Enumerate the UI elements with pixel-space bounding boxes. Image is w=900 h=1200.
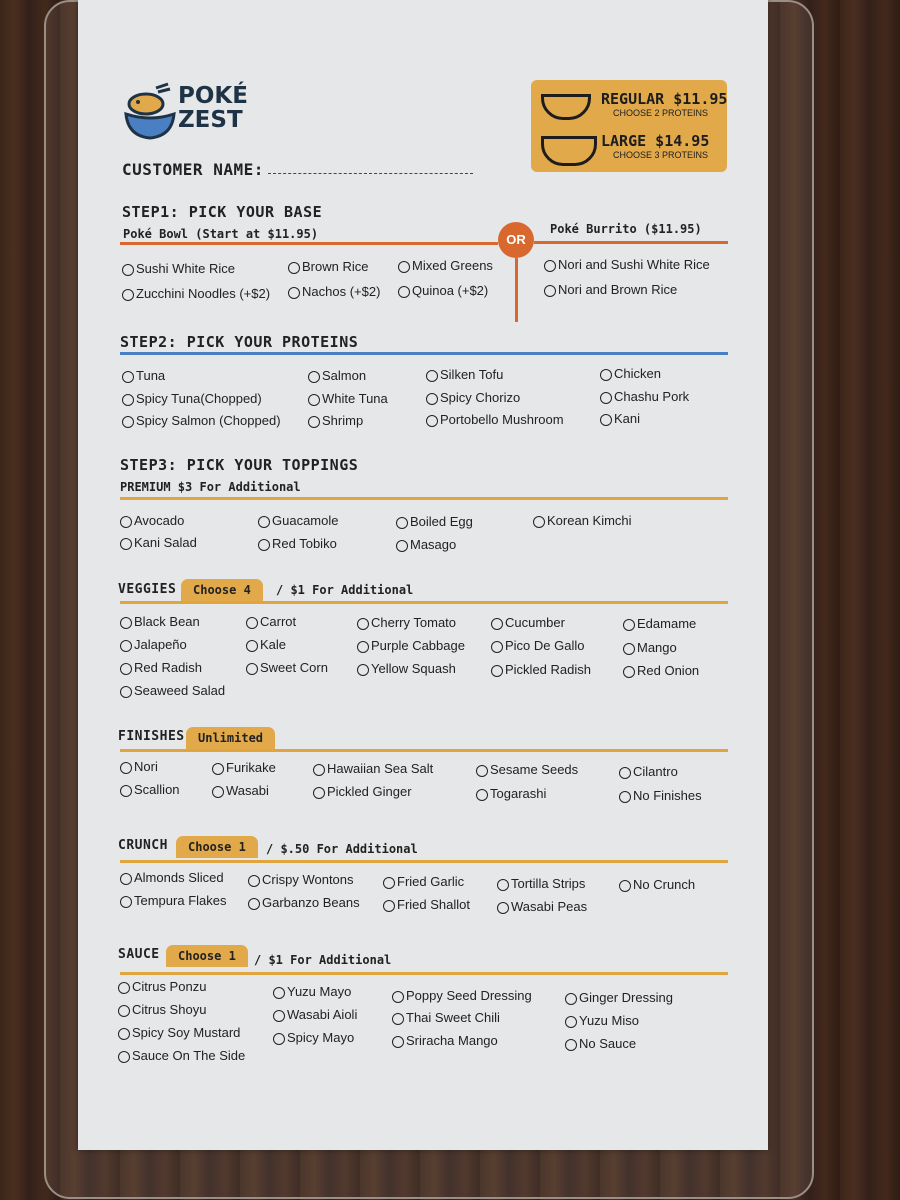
option-checkbox[interactable]: Mango (623, 640, 677, 655)
checkbox-circle-icon[interactable] (398, 261, 410, 273)
step1-divider-right (534, 241, 728, 244)
checkbox-circle-icon[interactable] (619, 880, 631, 892)
checkbox-circle-icon[interactable] (619, 767, 631, 779)
checkbox-circle-icon[interactable] (544, 260, 556, 272)
finishes-label: FINISHES (118, 729, 185, 744)
option-checkbox[interactable]: Wasabi Aioli (273, 1007, 357, 1022)
checkbox-circle-icon[interactable] (273, 987, 285, 999)
checkbox-circle-icon[interactable] (565, 1039, 577, 1051)
checkbox-circle-icon[interactable] (258, 516, 270, 528)
option-checkbox[interactable]: Red Tobiko (258, 536, 337, 551)
or-badge: OR (498, 222, 534, 258)
checkbox-circle-icon[interactable] (392, 1013, 404, 1025)
checkbox-circle-icon[interactable] (120, 896, 132, 908)
option-checkbox[interactable]: Spicy Salmon (Chopped) (122, 413, 281, 428)
checkbox-circle-icon[interactable] (313, 787, 325, 799)
checkbox-circle-icon[interactable] (118, 1028, 130, 1040)
option-checkbox[interactable]: Nachos (+$2) (288, 284, 380, 299)
checkbox-circle-icon[interactable] (426, 415, 438, 427)
option-checkbox[interactable]: Cucumber (491, 615, 565, 630)
brand-name-line1: POKÉ (178, 83, 248, 109)
option-checkbox[interactable]: Fried Shallot (383, 897, 470, 912)
option-checkbox[interactable]: Masago (396, 537, 456, 552)
checkbox-circle-icon[interactable] (619, 791, 631, 803)
checkbox-circle-icon[interactable] (497, 902, 509, 914)
premium-divider (120, 497, 728, 500)
sauce-choose-tag: Choose 1 (166, 945, 248, 967)
checkbox-circle-icon[interactable] (565, 993, 577, 1005)
checkbox-circle-icon[interactable] (120, 762, 132, 774)
checkbox-circle-icon[interactable] (308, 416, 320, 428)
sauce-extra: / $1 For Additional (254, 953, 392, 967)
bowl-large-icon (541, 136, 597, 166)
crunch-extra: / $.50 For Additional (266, 842, 418, 856)
checkbox-circle-icon[interactable] (497, 879, 509, 891)
or-divider (515, 258, 518, 322)
veggies-extra: / $1 For Additional (276, 583, 414, 597)
checkbox-circle-icon[interactable] (392, 1036, 404, 1048)
checkbox-circle-icon[interactable] (120, 617, 132, 629)
option-checkbox[interactable]: Thai Sweet Chili (392, 1010, 500, 1025)
checkbox-circle-icon[interactable] (120, 686, 132, 698)
burrito-label: Poké Burrito ($11.95) (550, 222, 702, 236)
option-checkbox[interactable]: Tuna (122, 368, 165, 383)
checkbox-circle-icon[interactable] (308, 394, 320, 406)
option-checkbox[interactable]: Yellow Squash (357, 661, 456, 676)
option-checkbox[interactable]: Tempura Flakes (120, 893, 226, 908)
option-checkbox[interactable]: No Sauce (565, 1036, 636, 1051)
checkbox-circle-icon[interactable] (122, 416, 134, 428)
option-checkbox[interactable]: Togarashi (476, 786, 546, 801)
checkbox-circle-icon[interactable] (120, 873, 132, 885)
option-checkbox[interactable]: No Crunch (619, 877, 695, 892)
option-checkbox[interactable]: Scallion (120, 782, 180, 797)
option-checkbox[interactable]: Nori and Sushi White Rice (544, 257, 710, 272)
option-checkbox[interactable]: Ginger Dressing (565, 990, 673, 1005)
checkbox-circle-icon[interactable] (258, 539, 270, 551)
checkbox-circle-icon[interactable] (476, 765, 488, 777)
option-checkbox[interactable]: Sauce On The Side (118, 1048, 245, 1063)
checkbox-circle-icon[interactable] (396, 540, 408, 552)
option-checkbox[interactable]: Pickled Ginger (313, 784, 412, 799)
option-checkbox[interactable]: Citrus Ponzu (118, 979, 206, 994)
option-checkbox[interactable]: Red Radish (120, 660, 202, 675)
option-checkbox[interactable]: Fried Garlic (383, 874, 464, 889)
sauce-divider (120, 972, 728, 975)
checkbox-circle-icon[interactable] (122, 264, 134, 276)
option-checkbox[interactable]: Salmon (308, 368, 366, 383)
checkbox-circle-icon[interactable] (120, 785, 132, 797)
checkbox-circle-icon[interactable] (623, 643, 635, 655)
option-checkbox[interactable]: Chashu Pork (600, 389, 689, 404)
checkbox-circle-icon[interactable] (357, 641, 369, 653)
poke-bowl-logo-icon (122, 82, 178, 142)
checkbox-circle-icon[interactable] (118, 1051, 130, 1063)
checkbox-circle-icon[interactable] (273, 1010, 285, 1022)
checkbox-circle-icon[interactable] (313, 764, 325, 776)
checkbox-circle-icon[interactable] (426, 370, 438, 382)
checkbox-circle-icon[interactable] (212, 786, 224, 798)
crunch-divider (120, 860, 728, 863)
option-checkbox[interactable]: Nori and Brown Rice (544, 282, 677, 297)
option-checkbox[interactable]: Almonds Sliced (120, 870, 224, 885)
option-checkbox[interactable]: Spicy Tuna(Chopped) (122, 391, 262, 406)
checkbox-circle-icon[interactable] (383, 900, 395, 912)
checkbox-circle-icon[interactable] (122, 289, 134, 301)
option-checkbox[interactable]: Sriracha Mango (392, 1033, 498, 1048)
option-checkbox[interactable]: Mixed Greens (398, 258, 493, 273)
option-checkbox[interactable]: Spicy Chorizo (426, 390, 520, 405)
checkbox-circle-icon[interactable] (565, 1016, 577, 1028)
checkbox-circle-icon[interactable] (623, 666, 635, 678)
checkbox-circle-icon[interactable] (600, 392, 612, 404)
bowl-label: Poké Bowl (Start at $11.95) (123, 227, 319, 241)
option-checkbox[interactable]: Guacamole (258, 513, 338, 528)
option-checkbox[interactable]: Nori (120, 759, 158, 774)
option-checkbox[interactable]: Edamame (623, 616, 696, 631)
checkbox-circle-icon[interactable] (122, 371, 134, 383)
checkbox-circle-icon[interactable] (246, 640, 258, 652)
checkbox-circle-icon[interactable] (273, 1033, 285, 1045)
option-checkbox[interactable]: Purple Cabbage (357, 638, 465, 653)
option-checkbox[interactable]: Korean Kimchi (533, 513, 632, 528)
veggies-choose-tag: Choose 4 (181, 579, 263, 601)
checkbox-circle-icon[interactable] (396, 517, 408, 529)
checkbox-circle-icon[interactable] (122, 394, 134, 406)
option-checkbox[interactable]: Poppy Seed Dressing (392, 988, 532, 1003)
checkbox-circle-icon[interactable] (544, 285, 556, 297)
checkbox-circle-icon[interactable] (476, 789, 488, 801)
checkbox-circle-icon[interactable] (383, 877, 395, 889)
checkbox-circle-icon[interactable] (118, 1005, 130, 1017)
option-checkbox[interactable]: Tortilla Strips (497, 876, 585, 891)
checkbox-circle-icon[interactable] (491, 618, 503, 630)
option-checkbox[interactable]: Spicy Mayo (273, 1030, 354, 1045)
option-checkbox[interactable]: Cilantro (619, 764, 678, 779)
bowl-regular-icon (541, 94, 591, 120)
option-checkbox[interactable]: Brown Rice (288, 259, 368, 274)
option-checkbox[interactable]: Jalapeño (120, 637, 187, 652)
option-checkbox[interactable]: No Finishes (619, 788, 702, 803)
checkbox-circle-icon[interactable] (398, 286, 410, 298)
checkbox-circle-icon[interactable] (357, 618, 369, 630)
crunch-label: CRUNCH (118, 838, 168, 853)
option-checkbox[interactable]: Wasabi Peas (497, 899, 587, 914)
checkbox-circle-icon[interactable] (491, 665, 503, 677)
option-checkbox[interactable]: Yuzu Miso (565, 1013, 639, 1028)
option-checkbox[interactable]: Kani Salad (120, 535, 197, 550)
checkbox-circle-icon[interactable] (308, 371, 320, 383)
brand-name-line2: ZEST (178, 107, 243, 133)
finishes-unlimited-tag: Unlimited (186, 727, 275, 749)
option-checkbox[interactable]: Crispy Wontons (248, 872, 354, 887)
option-checkbox[interactable]: Kani (600, 411, 640, 426)
option-checkbox[interactable]: Black Bean (120, 614, 200, 629)
veggies-label: VEGGIES (118, 582, 177, 597)
option-checkbox[interactable]: Cherry Tomato (357, 615, 456, 630)
option-checkbox[interactable]: Shrimp (308, 413, 363, 428)
crunch-choose-tag: Choose 1 (176, 836, 258, 858)
step1-title: STEP1: PICK YOUR BASE (122, 203, 323, 221)
checkbox-circle-icon[interactable] (600, 414, 612, 426)
checkbox-circle-icon[interactable] (288, 287, 300, 299)
customer-name-label: CUSTOMER NAME: (122, 160, 264, 179)
brand-logo (122, 82, 262, 152)
step3-title: STEP3: PICK YOUR TOPPINGS (120, 456, 359, 474)
checkbox-circle-icon[interactable] (246, 617, 258, 629)
option-checkbox[interactable]: Sushi White Rice (122, 261, 235, 276)
option-checkbox[interactable]: Quinoa (+$2) (398, 283, 488, 298)
option-checkbox[interactable]: Kale (246, 637, 286, 652)
option-checkbox[interactable]: Furikake (212, 760, 276, 775)
premium-label: PREMIUM $3 For Additional (120, 480, 301, 494)
finishes-divider (120, 749, 728, 752)
veggies-divider (120, 601, 728, 604)
option-checkbox[interactable]: Silken Tofu (426, 367, 503, 382)
checkbox-circle-icon[interactable] (212, 763, 224, 775)
step2-divider (120, 352, 728, 355)
checkbox-circle-icon[interactable] (600, 369, 612, 381)
option-checkbox[interactable]: Boiled Egg (396, 514, 473, 529)
option-checkbox[interactable]: Pico De Gallo (491, 638, 584, 653)
option-checkbox[interactable]: Garbanzo Beans (248, 895, 360, 910)
option-checkbox[interactable]: Citrus Shoyu (118, 1002, 206, 1017)
checkbox-circle-icon[interactable] (623, 619, 635, 631)
option-checkbox[interactable]: Wasabi (212, 783, 269, 798)
checkbox-circle-icon[interactable] (120, 516, 132, 528)
sauce-label: SAUCE (118, 947, 160, 962)
checkbox-circle-icon[interactable] (357, 664, 369, 676)
step1-divider-left (120, 242, 498, 245)
checkbox-circle-icon[interactable] (288, 262, 300, 274)
checkbox-circle-icon[interactable] (248, 875, 260, 887)
option-checkbox[interactable]: Spicy Soy Mustard (118, 1025, 240, 1040)
menu-card (78, 0, 768, 1150)
option-checkbox[interactable]: Red Onion (623, 663, 699, 678)
checkbox-circle-icon[interactable] (426, 393, 438, 405)
checkbox-circle-icon[interactable] (120, 538, 132, 550)
option-checkbox[interactable]: Yuzu Mayo (273, 984, 351, 999)
checkbox-circle-icon[interactable] (118, 982, 130, 994)
option-checkbox[interactable]: Sesame Seeds (476, 762, 578, 777)
option-checkbox[interactable]: White Tuna (308, 391, 388, 406)
option-checkbox[interactable]: Sweet Corn (246, 660, 328, 675)
customer-name-field[interactable] (268, 173, 473, 174)
option-checkbox[interactable]: Carrot (246, 614, 296, 629)
option-checkbox[interactable]: Portobello Mushroom (426, 412, 564, 427)
checkbox-circle-icon[interactable] (491, 641, 503, 653)
step2-title: STEP2: PICK YOUR PROTEINS (120, 333, 359, 351)
checkbox-circle-icon[interactable] (246, 663, 258, 675)
checkbox-circle-icon[interactable] (248, 898, 260, 910)
option-checkbox[interactable]: Chicken (600, 366, 661, 381)
checkbox-circle-icon[interactable] (120, 663, 132, 675)
option-checkbox[interactable]: Hawaiian Sea Salt (313, 761, 433, 776)
option-checkbox[interactable]: Avocado (120, 513, 184, 528)
option-checkbox[interactable]: Seaweed Salad (120, 683, 225, 698)
checkbox-circle-icon[interactable] (120, 640, 132, 652)
size-price-box: REGULAR $11.95 CHOOSE 2 PROTEINS LARGE $14.95 CHOOSE 3 PROTEINS (531, 80, 727, 172)
option-checkbox[interactable]: Zucchini Noodles (+$2) (122, 286, 270, 301)
checkbox-circle-icon[interactable] (392, 991, 404, 1003)
checkbox-circle-icon[interactable] (533, 516, 545, 528)
option-checkbox[interactable]: Pickled Radish (491, 662, 591, 677)
